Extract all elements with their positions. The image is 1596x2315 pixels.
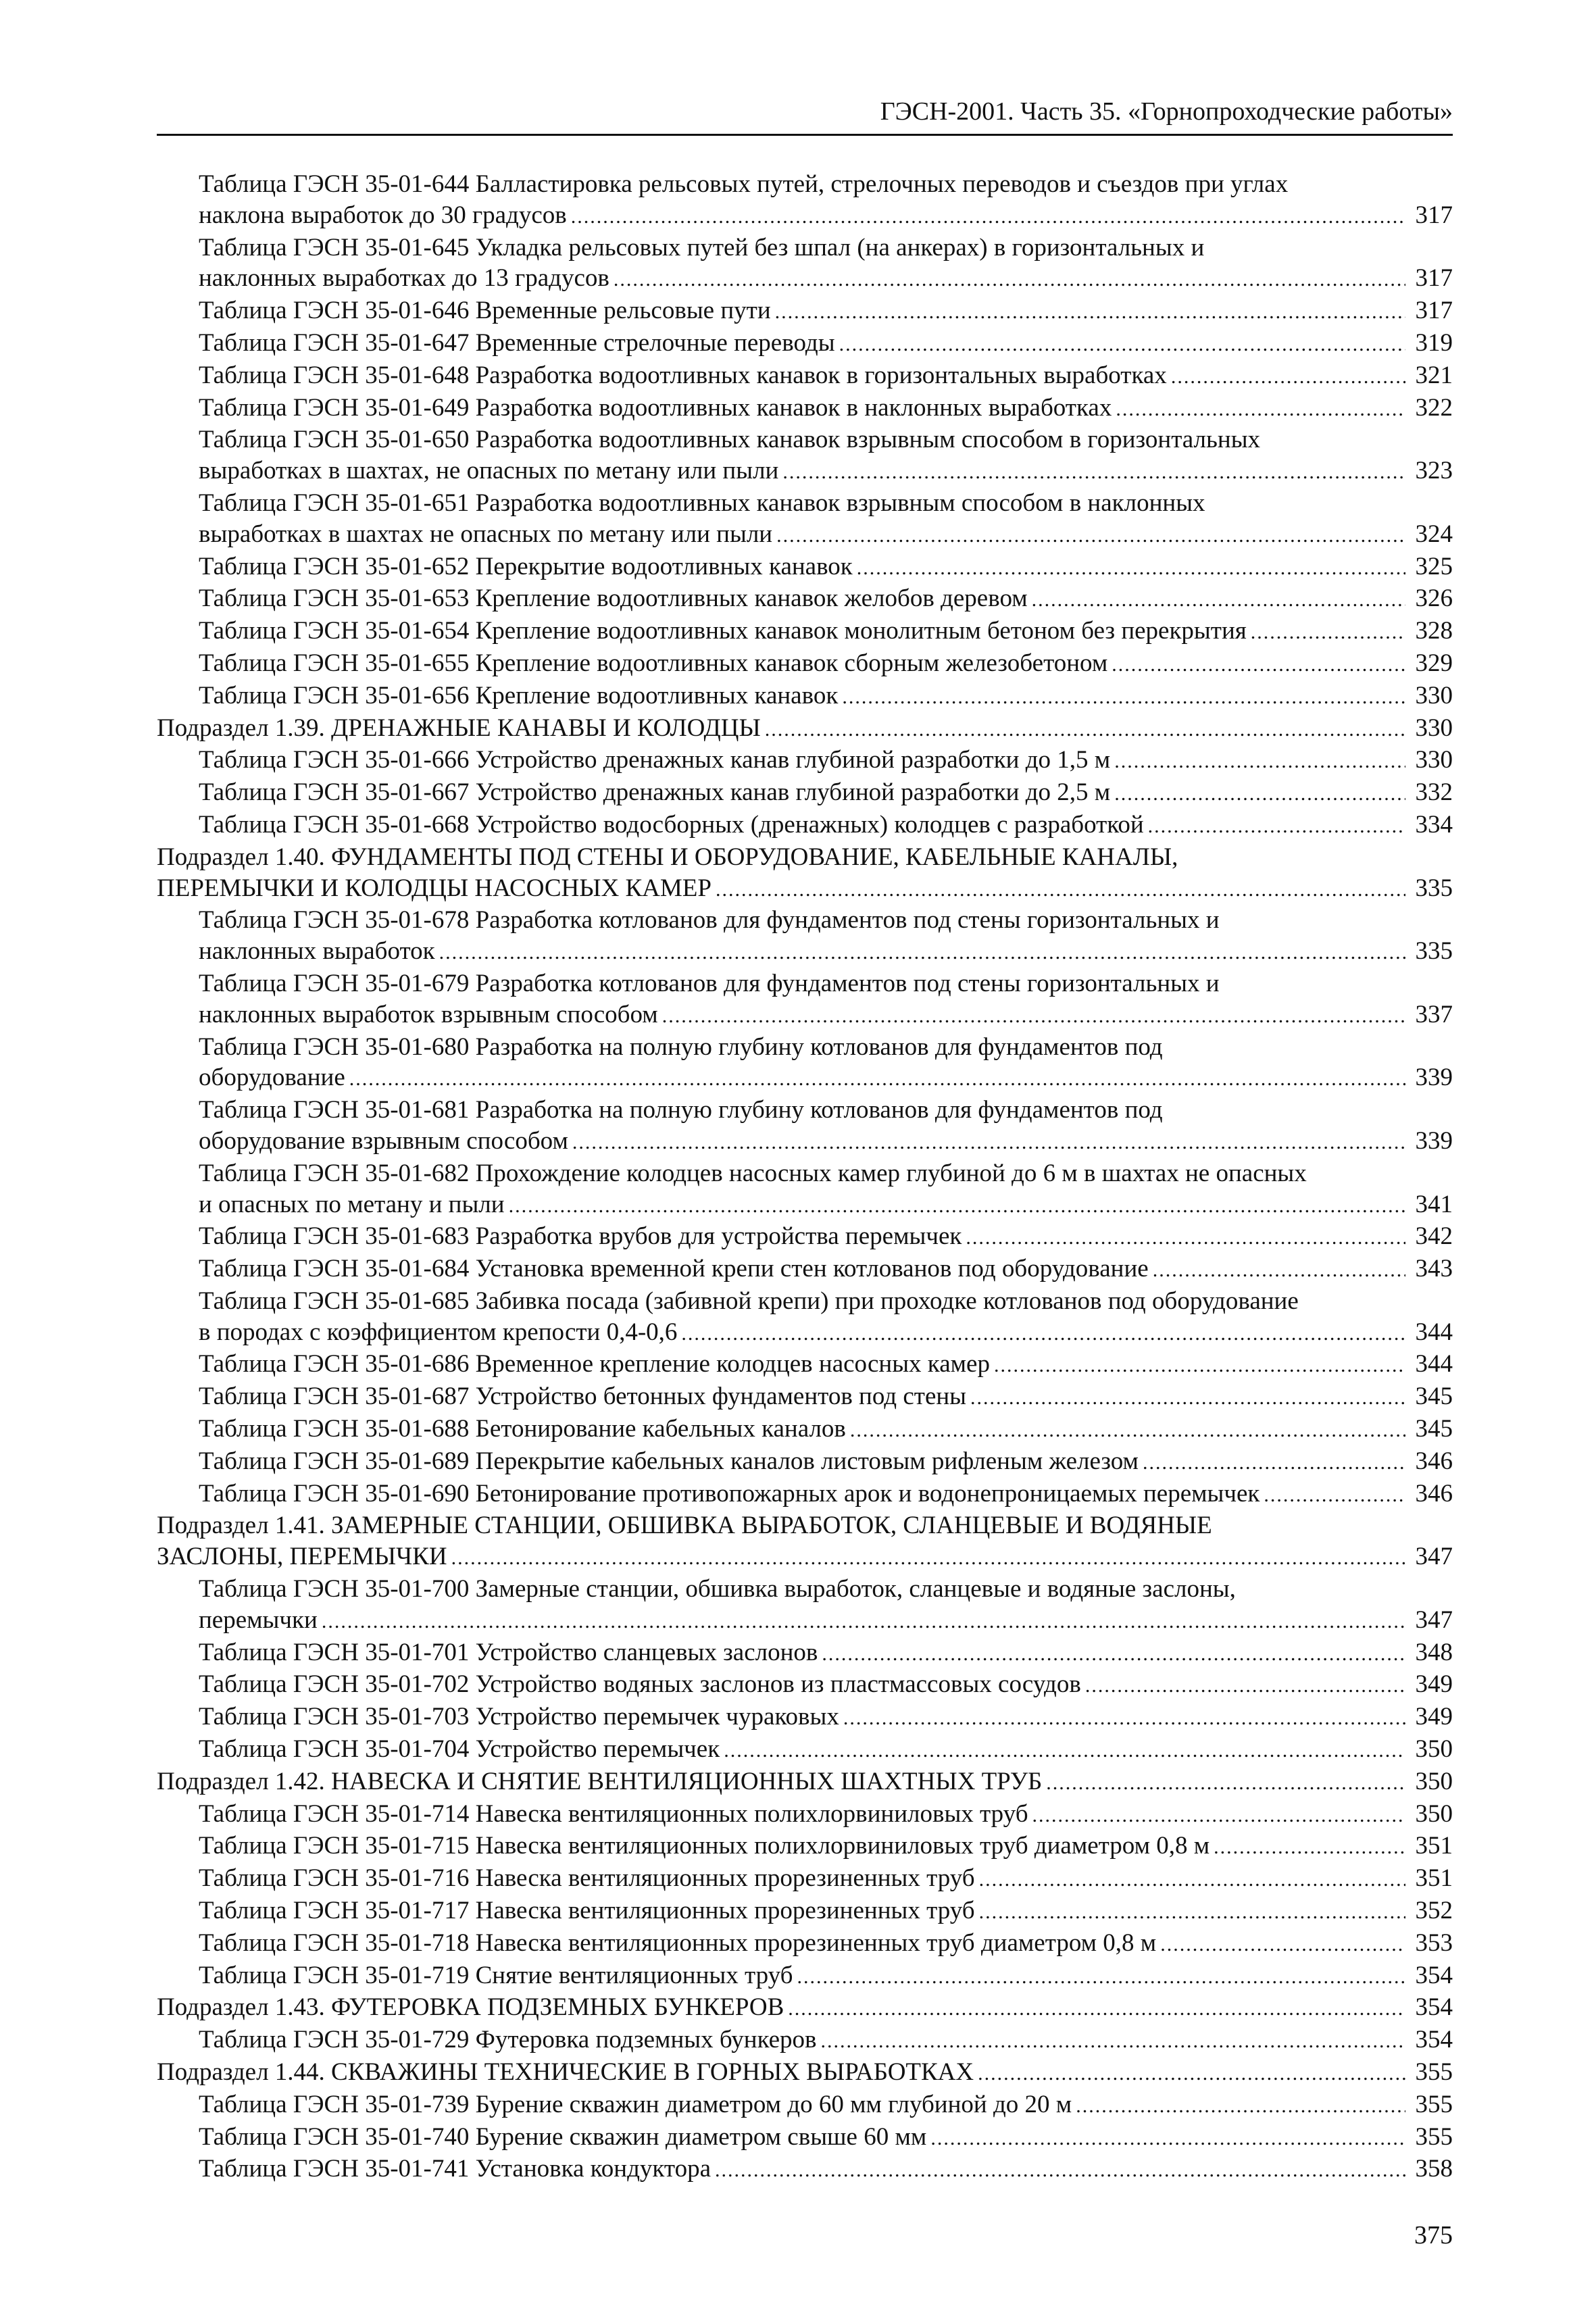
toc-entry-last-line [199,200,1453,232]
toc-entry-title-line: ЗАСЛОНЫ, ПЕРЕМЫЧКИ [157,1543,447,1571]
toc-page-number: 346 [1415,1479,1453,1508]
toc-entry-title-line: Таблица ГЭСН 35-01-688 Бетонирование кабельных каналов [199,1415,846,1443]
dot-leader [1114,778,1405,810]
toc-entry-last-line [199,1253,1453,1286]
toc-entry-last-line [199,810,1453,842]
toc-entry-title-line: Таблица ГЭСН 35-01-740 Бурение скважин диаметром свыше 60 мм [199,2122,927,2151]
toc-table-entry [157,2154,1453,2186]
toc-entry-last-line [199,295,1453,328]
dot-leader [978,2058,1405,2089]
toc-entry-last-line [199,1637,1453,1670]
toc-page-number: 319 [1415,328,1453,357]
toc-table-entry [157,2024,1453,2057]
toc-page-number: 330 [1415,714,1453,742]
dot-leader [715,2155,1405,2186]
toc-page-number: 351 [1415,1864,1453,1893]
toc-entry-title-line: Таблица ГЭСН 35-01-667 Устройство дренажных канав глубиной разработки до 2,5 м [199,778,1111,807]
dot-leader [571,201,1405,232]
toc-table-entry [157,680,1453,713]
dot-leader [1032,584,1405,616]
toc-entry-last-line [199,1126,1453,1158]
toc-page-number: 344 [1415,1318,1453,1346]
toc-entry-last-line [199,745,1453,777]
toc-page-number: 350 [1415,1767,1453,1795]
toc-entry-title-line: Таблица ГЭСН 35-01-647 Временные стрелочные переводы [199,328,835,357]
toc-entry-title-line: Подраздел 1.41. ЗАМЕРНЫЕ СТАНЦИИ, ОБШИВКА ВЫРАБОТОК, СЛАНЦЕВЫЕ И ВОДЯНЫЕ [157,1512,1212,1540]
dot-leader [1214,1832,1405,1863]
toc-table-entry [157,295,1453,328]
toc-entry-last-line [199,328,1453,360]
dot-leader [451,1543,1405,1574]
toc-entry-title-line: Таблица ГЭСН 35-01-646 Временные рельсовые пути [199,297,771,325]
dot-leader [1160,1929,1405,1960]
toc-entry-title-line: ПЕРЕМЫЧКИ И КОЛОДЦЫ НАСОСНЫХ КАМЕР [157,874,712,902]
dot-leader [1143,1447,1405,1478]
toc-entry-last-line [199,1189,1453,1222]
toc-table-entry [157,745,1453,777]
toc-table-entry [157,1960,1453,1993]
toc-entry-title-line: Подраздел 1.39. ДРЕНАЖНЫЕ КАНАВЫ И КОЛОДЦЫ [157,714,761,742]
toc-table-entry [157,1414,1453,1446]
toc-page-number: 353 [1415,1928,1453,1957]
toc-table-entry [157,1574,1453,1637]
toc-entry-title-line: Таблица ГЭСН 35-01-649 Разработка водоотливных канавок в наклонных выработках [199,393,1112,422]
toc-entry-title-line: в породах с коэффициентом крепости 0,4-0,6 [199,1318,678,1346]
toc-entry-title-line: Таблица ГЭСН 35-01-656 Крепление водоотливных канавок [199,681,839,710]
toc-entry-title-line: Таблица ГЭСН 35-01-645 Укладка рельсовых путей без шпал (на анкерах) в горизонтальных и [199,233,1205,262]
toc-table-entry [157,1349,1453,1381]
dot-leader [1264,1480,1405,1511]
toc-page-number: 347 [1415,1543,1453,1571]
toc-page-number: 347 [1415,1605,1453,1634]
toc-page-number: 317 [1415,264,1453,293]
toc-page-number: 350 [1415,1799,1453,1828]
toc-entry-title-line: Таблица ГЭСН 35-01-716 Навеска вентиляционных прорезиненных труб [199,1864,975,1893]
toc-table-entry [157,1221,1453,1253]
dot-leader [850,1415,1405,1446]
toc-page-number: 335 [1415,874,1453,902]
toc-entry-last-line [199,2122,1453,2154]
toc-entry-last-line [199,551,1453,584]
toc-entry-title-line: выработках в шахтах, не опасных по метану или пыли [199,457,779,485]
toc-entry-last-line [199,2089,1453,2122]
toc-table-entry [157,424,1453,488]
toc-page-number: 325 [1415,552,1453,580]
toc-entry-title-line: Таблица ГЭСН 35-01-682 Прохождение колодцев насосных камер глубиной до 6 м в шахтах не опасных [199,1159,1307,1187]
toc-entry-title-line: наклонных выработок [199,937,435,966]
toc-entry-last-line [199,1221,1453,1253]
toc-table-entry [157,1928,1453,1960]
toc-entry-last-line [199,1895,1453,1928]
toc-entry-title-line: Таблица ГЭСН 35-01-718 Навеска вентиляционных прорезиненных труб диаметром 0,8 м [199,1928,1157,1957]
dot-leader [572,1127,1405,1158]
toc-section-entry [157,2057,1453,2089]
toc-entry-last-line [199,1317,1453,1349]
dot-leader [662,1001,1405,1032]
toc-entry-title-line: Таблица ГЭСН 35-01-719 Снятие вентиляционных труб [199,1961,793,1989]
toc-entry-last-line [199,519,1453,551]
toc-page-number: 332 [1415,778,1453,807]
toc-entry-title-line: Таблица ГЭСН 35-01-701 Устройство сланцевых заслонов [199,1638,818,1666]
toc-entry-last-line [157,1992,1453,2024]
toc-page-number: 345 [1415,1415,1453,1443]
toc-entry-title-line: Таблица ГЭСН 35-01-685 Забивка посада (забивной крепи) при проходке котлованов под оборудование [199,1287,1299,1315]
toc-entry-last-line [199,936,1453,968]
toc-entry-title-line: Таблица ГЭСН 35-01-680 Разработка на полную глубину котлованов для фундаментов под [199,1032,1163,1061]
toc-entry-last-line [199,680,1453,713]
toc-entry-title-line: Таблица ГЭСН 35-01-714 Навеска вентиляционных полихлорвиниловых труб [199,1799,1028,1828]
toc-page-number: 317 [1415,201,1453,229]
toc-entry-title-line: наклонных выработок взрывным способом [199,1000,658,1028]
toc-entry-title-line: Таблица ГЭСН 35-01-644 Балластировка рельсовых путей, стрелочных переводов и съездов при углах [199,170,1289,198]
toc-entry-title-line: Таблица ГЭСН 35-01-679 Разработка котлованов для фундаментов под стены горизонтальных и [199,969,1220,997]
dot-leader [966,1222,1405,1253]
toc-entry-last-line [199,393,1453,425]
toc-entry-last-line [157,713,1453,745]
toc-entry-last-line [199,2024,1453,2057]
toc-page-number: 350 [1415,1735,1453,1764]
dot-leader [509,1191,1405,1222]
dot-leader [857,553,1405,584]
toc-table-entry [157,616,1453,648]
dot-leader [681,1318,1405,1349]
toc-table-entry [157,905,1453,968]
toc-entry-title-line: Таблица ГЭСН 35-01-702 Устройство водяных заслонов из пластмассовых сосудов [199,1670,1081,1699]
toc-entry-title-line: Таблица ГЭСН 35-01-655 Крепление водоотливных канавок сборным железобетоном [199,649,1108,677]
toc-entry-last-line [157,1541,1453,1574]
toc-entry-title-line: наклонных выработках до 13 градусов [199,264,609,293]
toc-section-entry [157,1510,1453,1574]
toc-table-entry [157,1032,1453,1095]
toc-entry-title-line: и опасных по метану и пыли [199,1190,505,1218]
toc-entry-title-line: перемычки [199,1605,318,1634]
dot-leader [349,1064,1405,1095]
toc-page-number: 355 [1415,2122,1453,2151]
toc-entry-last-line [199,1960,1453,1993]
dot-leader [822,1639,1405,1670]
toc-entry-last-line [199,2154,1453,2186]
toc-entry-title-line: Таблица ГЭСН 35-01-704 Устройство перемычек [199,1735,720,1764]
dot-leader [724,1735,1405,1766]
toc-entry-last-line [199,1928,1453,1960]
toc-page-number: 334 [1415,810,1453,839]
toc-page-number: 330 [1415,746,1453,774]
toc-entry-title-line: оборудование взрывным способом [199,1126,568,1155]
dot-leader [1171,362,1405,393]
toc-table-entry [157,1734,1453,1766]
dot-leader [1148,811,1405,842]
toc-table-entry [157,1253,1453,1286]
dot-leader [1114,746,1405,777]
toc-section-entry [157,1992,1453,2024]
toc-page-number: 342 [1415,1222,1453,1251]
toc-page-number: 326 [1415,584,1453,613]
toc-entry-title-line: Таблица ГЭСН 35-01-686 Временное крепление колодцев насосных камер [199,1350,990,1378]
dot-leader [716,874,1405,905]
toc-entry-last-line [199,999,1453,1032]
toc-page-number: 354 [1415,1961,1453,1989]
toc-entry-last-line [199,263,1453,295]
toc-table-entry [157,551,1453,584]
toc-entry-last-line [157,2057,1453,2089]
toc-table-entry [157,1669,1453,1701]
toc-entry-title-line: Таблица ГЭСН 35-01-700 Замерные станции, обшивка выработок, сланцевые и водяные заслоны, [199,1575,1236,1603]
toc-section-entry [157,842,1453,905]
toc-page-number: 341 [1415,1190,1453,1218]
toc-entry-title-line: Подраздел 1.42. НАВЕСКА И СНЯТИЕ ВЕНТИЛЯЦИОННЫХ ШАХТНЫХ ТРУБ [157,1767,1043,1795]
toc-entry-title-line: Таблица ГЭСН 35-01-739 Бурение скважин диаметром до 60 мм глубиной до 20 м [199,2090,1072,2118]
dot-leader [1032,1800,1405,1831]
dot-leader [765,714,1405,745]
toc-entry-last-line [199,1381,1453,1414]
dot-leader [1116,394,1405,425]
toc-entry-title-line: Таблица ГЭСН 35-01-689 Перекрытие кабельных каналов листовым рифленым железом [199,1447,1139,1475]
toc-table-entry [157,1863,1453,1895]
toc-page-number: 354 [1415,2026,1453,2054]
toc-entry-title-line: Таблица ГЭСН 35-01-653 Крепление водоотливных канавок желобов деревом [199,584,1028,613]
toc-table-entry [157,1286,1453,1349]
toc-page-number: 323 [1415,457,1453,485]
toc-table-entry [157,2089,1453,2122]
dot-leader [788,1993,1405,2024]
toc-entry-last-line [199,1831,1453,1863]
toc-entry-last-line [199,455,1453,488]
toc-entry-title-line: Таблица ГЭСН 35-01-678 Разработка котлованов для фундаментов под стены горизонтальных и [199,906,1220,935]
toc-entry-title-line: Таблица ГЭСН 35-01-690 Бетонирование противопожарных арок и водонепроницаемых перемычек [199,1479,1260,1508]
dot-leader [843,1703,1405,1734]
toc-table-entry [157,810,1453,842]
dot-leader [1076,2091,1405,2122]
toc-entry-title-line: Таблица ГЭСН 35-01-687 Устройство бетонных фундаментов под стены [199,1383,967,1411]
toc-table-entry [157,2122,1453,2154]
dot-leader [776,520,1405,551]
toc-entry-title-line: Таблица ГЭСН 35-01-683 Разработка врубов для устройства перемычек [199,1222,962,1251]
toc-entry-last-line [199,1863,1453,1895]
toc-entry-last-line [199,360,1453,393]
toc-entry-title-line: Таблица ГЭСН 35-01-684 Установка временной крепи стен котлованов под оборудование [199,1255,1149,1283]
running-header: ГЭСН-2001. Часть 35. «Горнопроходческие работы» [157,95,1453,136]
dot-leader [439,937,1405,968]
toc-entry-last-line [199,616,1453,648]
toc-table-entry [157,1381,1453,1414]
toc-table-entry [157,583,1453,616]
dot-leader [821,2026,1405,2057]
toc-table-entry [157,1701,1453,1734]
toc-page-number: 355 [1415,2058,1453,2087]
toc-entry-title-line: Таблица ГЭСН 35-01-666 Устройство дренажных канав глубиной разработки до 1,5 м [199,746,1111,774]
toc-table-entry [157,1478,1453,1511]
page-number: 375 [1414,2221,1453,2249]
toc-page-number: 349 [1415,1703,1453,1731]
toc-page-number: 317 [1415,297,1453,325]
toc-entry-title-line: Таблица ГЭСН 35-01-652 Перекрытие водоотливных канавок [199,552,853,580]
toc-entry-title-line: Таблица ГЭСН 35-01-648 Разработка водоотливных канавок в горизонтальных выработках [199,361,1167,389]
toc-table-entry [157,1637,1453,1670]
toc-page-number: 343 [1415,1255,1453,1283]
toc-entry-last-line [199,1478,1453,1511]
dot-leader [614,264,1405,295]
toc-entry-title-line: Таблица ГЭСН 35-01-651 Разработка водоотливных канавок взрывным способом в наклонных [199,489,1205,517]
toc-entry-title-line: оборудование [199,1064,345,1092]
dot-leader [930,2123,1405,2154]
toc-page-number: 339 [1415,1064,1453,1092]
toc-entry-title-line: Таблица ГЭСН 35-01-668 Устройство водосборных (дренажных) колодцев с разработкой [199,810,1144,839]
toc-table-entry [157,777,1453,810]
toc-page-number: 349 [1415,1670,1453,1699]
toc-entry-title-line: Подраздел 1.44. СКВАЖИНЫ ТЕХНИЧЕСКИЕ В ГОРНЫХ ВЫРАБОТКАХ [157,2058,974,2087]
toc-entry-title-line: Таблица ГЭСН 35-01-703 Устройство перемычек чураковых [199,1703,839,1731]
dot-leader [797,1962,1405,1993]
dot-leader [979,1897,1405,1928]
toc-page-number: 339 [1415,1126,1453,1155]
toc-page-number: 321 [1415,361,1453,389]
toc-page-number: 329 [1415,649,1453,677]
toc-entry-last-line [199,1062,1453,1095]
toc-page-number: 345 [1415,1383,1453,1411]
toc-page-number: 358 [1415,2155,1453,2183]
dot-leader [994,1350,1405,1381]
dot-leader [1085,1670,1405,1701]
dot-leader [839,329,1405,360]
toc-entry-last-line [157,1766,1453,1799]
dot-leader [970,1383,1405,1414]
toc-page-number: 337 [1415,1000,1453,1028]
toc-table-entry [157,1799,1453,1831]
dot-leader [782,457,1405,488]
toc-entry-last-line [199,1414,1453,1446]
toc-table-entry [157,1895,1453,1928]
toc-page-number: 355 [1415,2090,1453,2118]
toc-entry-last-line [199,1349,1453,1381]
toc-entry-title-line: Таблица ГЭСН 35-01-729 Футеровка подземных бункеров [199,2026,817,2054]
toc-entry-last-line [199,1734,1453,1766]
dot-leader [1112,649,1405,680]
toc-table-entry [157,232,1453,296]
toc-table-entry [157,328,1453,360]
toc-entry-last-line [199,648,1453,680]
toc-entry-last-line [199,777,1453,810]
toc-entry-last-line [199,1669,1453,1701]
dot-leader [775,297,1405,328]
dot-leader [322,1606,1405,1637]
dot-leader [1251,617,1405,648]
toc-page-number: 354 [1415,1993,1453,2022]
dot-leader [842,682,1405,713]
toc-entry-title-line: Таблица ГЭСН 35-01-654 Крепление водоотливных канавок монолитным бетоном без перекрытия [199,617,1247,645]
toc-table-entry [157,169,1453,232]
toc-table-entry [157,1158,1453,1222]
toc-page-number: 346 [1415,1447,1453,1475]
toc-table-entry [157,393,1453,425]
toc-entry-title-line: Таблица ГЭСН 35-01-717 Навеска вентиляционных прорезиненных труб [199,1897,975,1925]
toc-entry-last-line [199,1605,1453,1637]
toc-entry-last-line [199,1799,1453,1831]
toc-page-number: 348 [1415,1638,1453,1666]
toc-table-entry [157,648,1453,680]
toc-table-entry [157,1831,1453,1863]
toc-entry-title-line: Таблица ГЭСН 35-01-741 Установка кондуктора [199,2155,711,2183]
toc-table-entry [157,1446,1453,1478]
toc-entry-last-line [157,873,1453,905]
toc-table-entry [157,968,1453,1032]
toc-entry-title-line: Таблица ГЭСН 35-01-681 Разработка на полную глубину котлованов для фундаментов под [199,1096,1163,1124]
toc-entry-title-line: Подраздел 1.40. ФУНДАМЕНТЫ ПОД СТЕНЫ И ОБОРУДОВАНИЕ, КАБЕЛЬНЫЕ КАНАЛЫ, [157,843,1178,871]
toc-table-entry [157,488,1453,551]
toc-section-entry [157,713,1453,745]
table-of-contents [157,169,1453,2186]
toc-page-number: 344 [1415,1350,1453,1378]
toc-page-number: 322 [1415,393,1453,422]
toc-entry-title-line: Подраздел 1.43. ФУТЕРОВКА ПОДЗЕМНЫХ БУНКЕРОВ [157,1993,784,2022]
toc-entry-title-line: наклона выработок до 30 градусов [199,201,567,229]
dot-leader [979,1864,1405,1895]
toc-section-entry [157,1766,1453,1799]
toc-page-number: 324 [1415,520,1453,548]
toc-page-number: 330 [1415,681,1453,710]
toc-page-number: 351 [1415,1832,1453,1860]
toc-entry-title-line: выработках в шахтах не опасных по метану или пыли [199,520,773,548]
toc-table-entry [157,360,1453,393]
dot-leader [1046,1768,1405,1799]
toc-page-number: 352 [1415,1897,1453,1925]
toc-page-number: 328 [1415,617,1453,645]
toc-page-number: 335 [1415,937,1453,966]
toc-table-entry [157,1095,1453,1158]
toc-entry-title-line: Таблица ГЭСН 35-01-715 Навеска вентиляционных полихлорвиниловых труб диаметром 0,8 м [199,1832,1210,1860]
dot-leader [1153,1255,1405,1286]
toc-entry-last-line [199,583,1453,616]
toc-entry-last-line [199,1701,1453,1734]
toc-entry-title-line: Таблица ГЭСН 35-01-650 Разработка водоотливных канавок взрывным способом в горизонтальных [199,426,1261,454]
toc-entry-last-line [199,1446,1453,1478]
